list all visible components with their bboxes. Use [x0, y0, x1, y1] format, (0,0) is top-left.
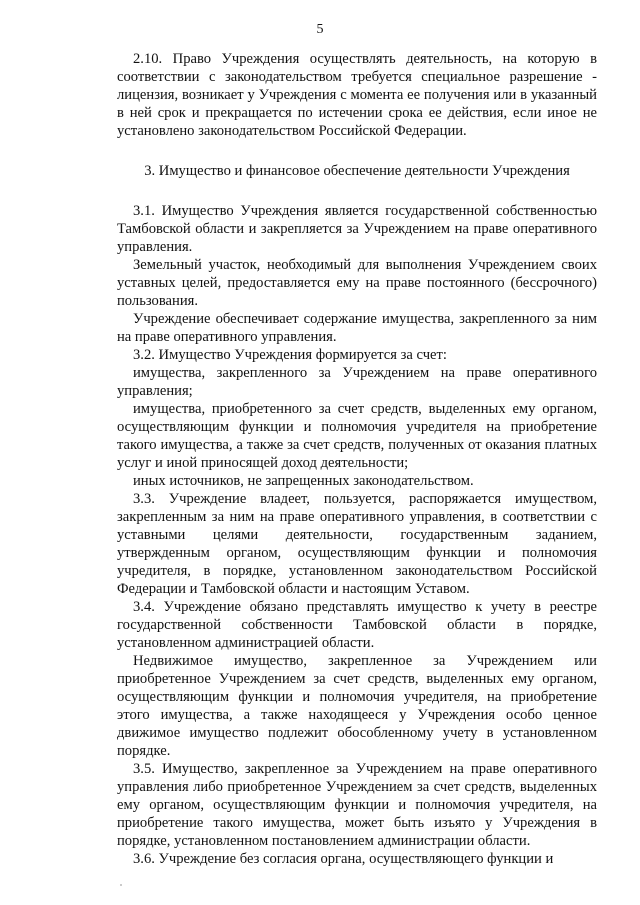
page-number: 5: [316, 22, 324, 37]
scan-speck: [120, 884, 122, 886]
paragraph-3-1-maintenance: Учреждение обеспечивает содержание имущества, закрепленного за ним на праве оперативного управления.: [117, 311, 597, 345]
paragraph-3-1: 3.1. Имущество Учреждения является государственной собственностью Тамбовской области и закрепляется за Учреждением на праве оперативного управления.: [117, 203, 597, 255]
paragraph-3-6: 3.6. Учреждение без согласия органа, осуществляющего функции и: [133, 851, 554, 867]
section-3-heading: 3. Имущество и финансовое обеспечение деятельности Учреждения: [144, 163, 570, 179]
paragraph-3-4: 3.4. Учреждение обязано представлять имущество к учету в реестре государственной собственности Тамбовской области в порядке, установленном администрацией области.: [117, 599, 597, 651]
paragraph-3-2-item-b: имущества, приобретенного за счет средств, выделенных ему органом, осуществляющим функции и полномочия учредителя на приобретение такого имущества, а также за счет средств, полученных от оказания платных услуг и иной приносящей доход деятельности;: [117, 401, 597, 471]
paragraph-3-1-land: Земельный участок, необходимый для выполнения Учреждением своих уставных целей, предоставляется ему на праве постоянного (бессрочного) пользования.: [117, 257, 597, 309]
paragraph-3-2-item-a: имущества, закрепленного за Учреждением на праве оперативного управления;: [117, 365, 597, 399]
paragraph-2-10: 2.10. Право Учреждения осуществлять деятельность, на которую в соответствии с законодательством требуется специальное разрешение - лицензия, возникает у Учреждения с момента ее получения или в указанный в ней срок и прекращается по истечении срока ее действия, если иное не установлено законодательством Российской Федерации.: [117, 51, 597, 139]
paragraph-3-2: 3.2. Имущество Учреждения формируется за счет:: [133, 347, 447, 363]
paragraph-3-4-real-estate: Недвижимое имущество, закрепленное за Учреждением или приобретенное Учреждением за счет средств, выделенных ему органом, осуществляющим функции и полномочия учредителя, на приобретение этого имущества, а также находящееся у Учреждения особо ценное движимое имущество подлежит обособленному учету в установленном порядке.: [117, 653, 597, 759]
paragraph-3-2-item-c: иных источников, не запрещенных законодательством.: [133, 473, 474, 489]
paragraph-3-5: 3.5. Имущество, закрепленное за Учреждением на праве оперативного управления либо приобретенное Учреждением за счет средств, выделенных ему органом, осуществляющим функции и полномочия учредителя, на приобретение такого имущества, может быть изъято у Учреждения в порядке, установленном постановлением администрации области.: [117, 761, 597, 849]
paragraph-3-3: 3.3. Учреждение владеет, пользуется, распоряжается имуществом, закрепленным за ним на праве оперативного управления, в соответствии с уставными целями деятельности, государственным заданием, утвержденным органом, осуществляющим функции и полномочия учредителя, в порядке, установленном законодательством Российской Федерации и Тамбовской области и настоящим Уставом.: [117, 491, 597, 597]
document-body: [117, 50, 597, 868]
